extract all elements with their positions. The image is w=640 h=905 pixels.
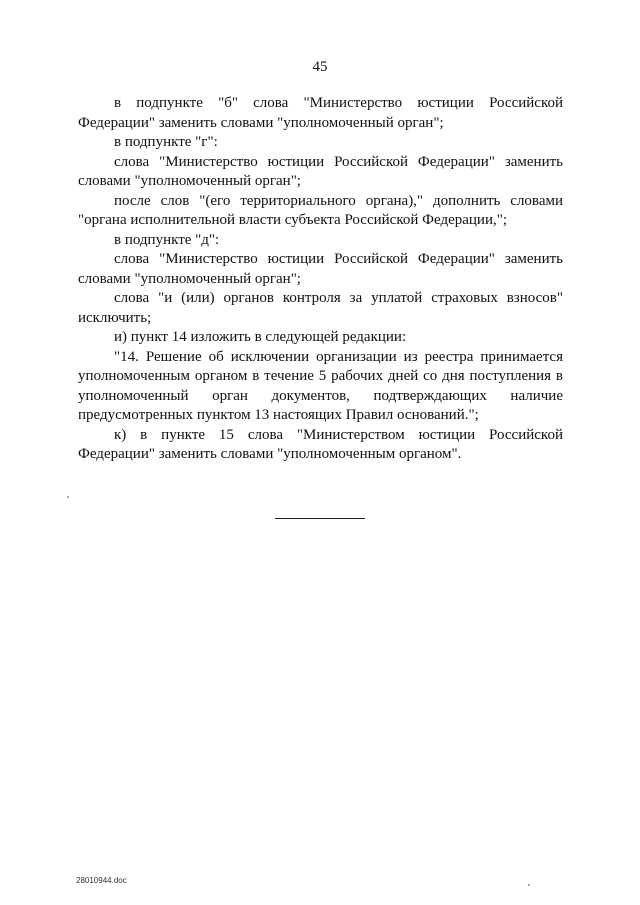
footer-filename: 28010944.doc — [76, 876, 127, 885]
paragraph-item-k: к) в пункте 15 слова "Министерством юстиции Российской Федерации" заменить словами "уполномоченным органом". — [78, 426, 563, 462]
paragraph-podpunkt-d-heading: в подпункте "д": — [114, 231, 220, 248]
scan-speck — [67, 496, 69, 498]
paragraph-podpunkt-d-exclude: слова "и (или) органов контроля за уплатой страховых взносов" исключить; — [78, 290, 563, 326]
page-number: 45 — [312, 59, 328, 75]
paragraph-podpunkt-d-words: слова "Министерство юстиции Российской Федерации" заменить словами "уполномоченный орган"; — [78, 251, 563, 287]
paragraph-item-14-continuation: предусмотренных пунктом 13 настоящих Правил оснований."; — [78, 407, 479, 423]
document-body — [78, 94, 563, 465]
paragraph-podpunkt-g-addition: после слов "(его территориального органа)," дополнить словами "органа исполнительной власти субъекта Российской Федерации,"; — [78, 192, 563, 228]
paragraph-item-i: и) пункт 14 изложить в следующей редакции: — [114, 329, 407, 345]
paragraph-item-14-text: "14. Решение об исключении организации из реестра принимается уполномоченным органом в течение 5 рабочих дней со дня поступления в уполномоченный орган документов, подтверждающих наличие — [78, 348, 563, 404]
paragraph-podpunkt-g-words: слова "Министерство юстиции Российской Федерации" заменить словами "уполномоченный орган"; — [78, 153, 563, 189]
paragraph-podpunkt-b: в подпункте "б" слова "Министерство юстиции Российской Федерации" заменить словами "уполномоченный орган"; — [78, 95, 563, 131]
paragraph-podpunkt-g-heading: в подпункте "г": — [114, 134, 218, 150]
scan-speck — [528, 884, 530, 886]
end-separator-line — [275, 518, 365, 519]
